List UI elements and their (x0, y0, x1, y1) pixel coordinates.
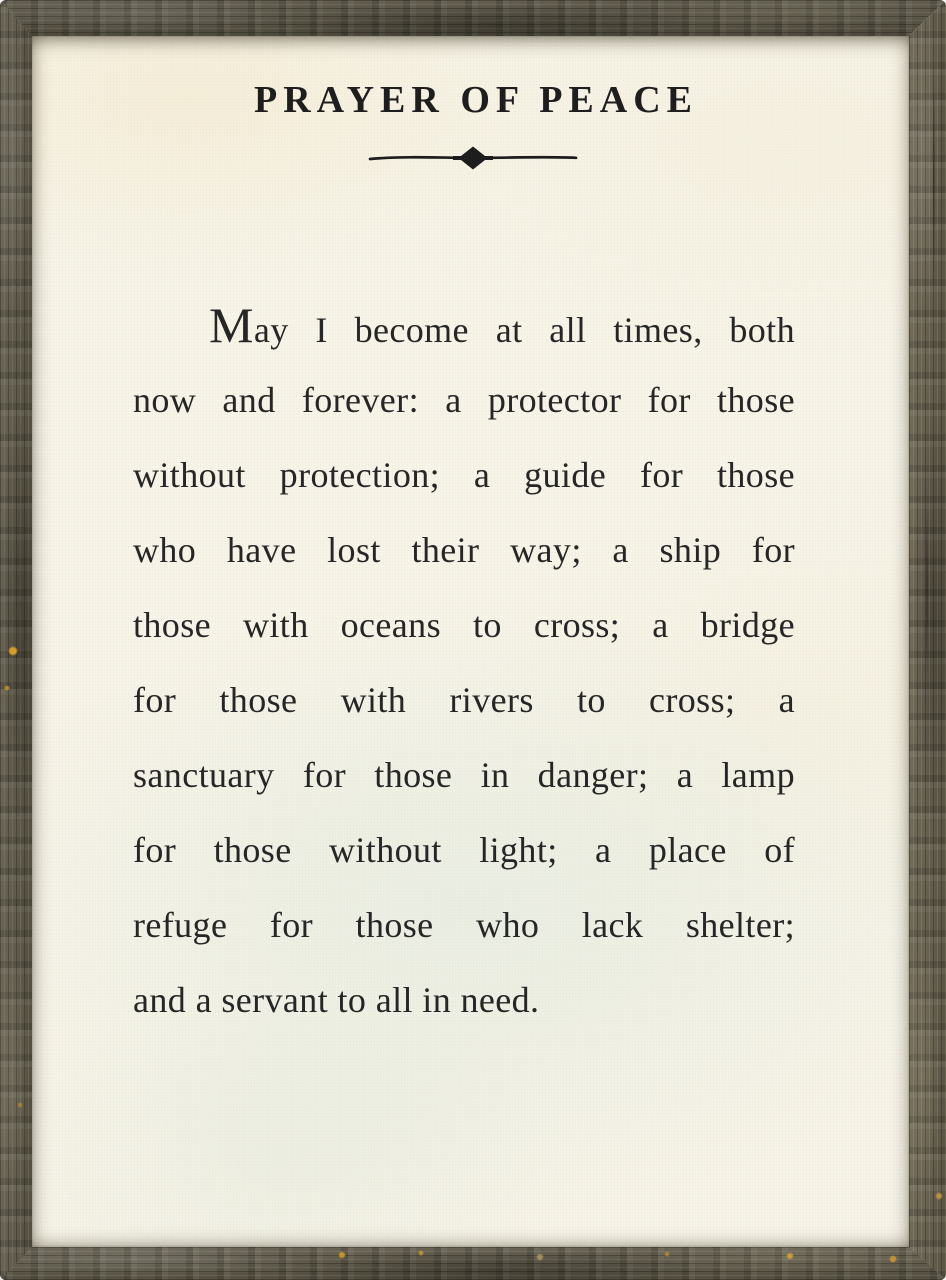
frame-edge-right (909, 0, 946, 1280)
prayer-text (133, 288, 795, 1038)
frame-edge-bottom (0, 1247, 946, 1280)
prayer-line: for those with rivers to cross; a (133, 680, 795, 720)
prayer-line: without protection; a guide for those (133, 455, 795, 495)
frame-edge-left (0, 0, 32, 1280)
frame-edge-top (0, 0, 946, 36)
prayer-line: May I become at all times, both (209, 297, 795, 353)
prayer-line: refuge for those who lack shelter; (133, 905, 795, 945)
prayer-line: and a servant to all in need. (133, 980, 540, 1020)
prayer-line: those with oceans to cross; a bridge (133, 605, 795, 645)
prayer-line: who have lost their way; a ship for (133, 530, 795, 570)
prayer-line: for those without light; a place of (133, 830, 795, 870)
prayer-line: sanctuary for those in danger; a lamp (133, 755, 795, 795)
divider-row (0, 144, 946, 172)
diamond-rule-divider-icon (367, 144, 579, 172)
page-title: PRAYER OF PEACE (254, 79, 698, 121)
prayer-line: now and forever: a protector for those (133, 380, 795, 420)
